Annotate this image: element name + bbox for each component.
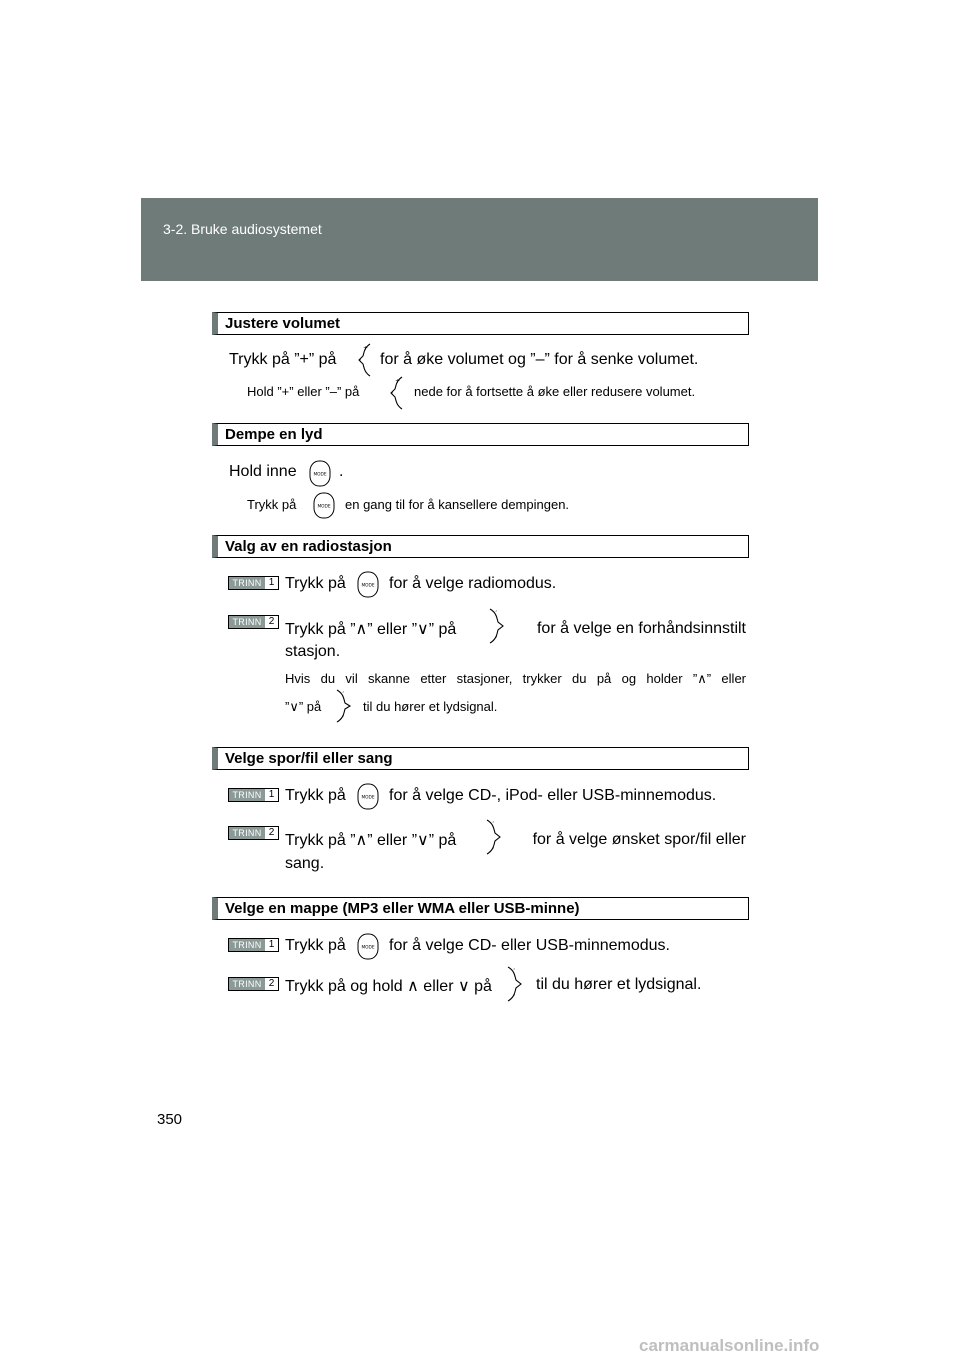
- radio-note-2b: til du hører et lydsignal.: [363, 699, 498, 714]
- radio-step1-b: for å velge radiomodus.: [389, 575, 557, 592]
- step-badge-2: TRINN 2: [228, 826, 279, 840]
- section-title-radio: Valg av en radiostasjon: [212, 535, 749, 558]
- svg-text:MODE: MODE: [361, 583, 375, 589]
- folder-step1-b: for å velge CD- eller USB-minnemodus.: [389, 937, 670, 954]
- section-title-volume: Justere volumet: [212, 312, 749, 335]
- page-number: 350: [157, 1111, 183, 1128]
- mode-button-icon: [357, 933, 379, 960]
- step-badge-1: TRINN 1: [228, 938, 279, 952]
- volume-note-a: Hold ”+” eller ”–” på: [247, 384, 360, 399]
- mute-line-1b: .: [339, 463, 344, 480]
- section-title-folder: Velge en mappe (MP3 eller WMA eller USB-minne): [212, 897, 749, 920]
- mute-line-1a: Hold inne: [229, 463, 297, 480]
- header-band: [141, 198, 818, 281]
- step-badge-1: TRINN 1: [228, 576, 279, 590]
- volume-switch-icon: [357, 343, 373, 377]
- track-step2-b: for å velge ønsket spor/fil eller: [532, 831, 746, 848]
- page-header-title: 3-2. Bruke audiosystemet: [163, 221, 322, 237]
- svg-text:ˆ: ˆ: [492, 822, 495, 828]
- radio-step2-a: Trykk på ”∧” eller ”∨” på: [285, 621, 457, 638]
- section-title-track: Velge spor/fil eller sang: [212, 747, 749, 770]
- track-step1-b: for å velge CD-, iPod- eller USB-minnemodus.: [389, 787, 717, 804]
- radio-note-1: Hvis du vil skanne etter stasjoner, trykker du på og holder ”∧” eller: [285, 671, 746, 686]
- footer-watermark: carmanualsonline.info: [639, 1336, 820, 1355]
- volume-note-b: nede for å fortsette å øke eller redusere volumet.: [414, 384, 696, 399]
- svg-text:ˆ: ˆ: [513, 969, 516, 975]
- svg-text:+: +: [395, 378, 401, 385]
- track-step1-a: Trykk på: [285, 787, 346, 804]
- volume-line-1a: Trykk på ”+” på: [229, 351, 337, 368]
- svg-text:ˇ: ˇ: [342, 716, 345, 722]
- section-title-mute: Dempe en lyd: [212, 423, 749, 446]
- folder-step2-a: Trykk på og hold ∧ eller ∨ på: [285, 978, 492, 995]
- volume-switch-icon: [389, 376, 405, 410]
- radio-step2-c: stasjon.: [285, 643, 341, 660]
- seek-switch-icon: [334, 689, 354, 723]
- svg-text:ˇ: ˇ: [494, 637, 498, 643]
- svg-text:‹: ‹: [359, 357, 362, 364]
- track-step2-c: sang.: [285, 855, 325, 872]
- mode-button-icon: [357, 571, 379, 598]
- svg-text:ˆ: ˆ: [494, 611, 498, 617]
- step-badge-2: TRINN 2: [228, 615, 279, 629]
- svg-text:MODE: MODE: [313, 472, 327, 478]
- svg-text:ˇ: ˇ: [513, 995, 516, 1001]
- svg-text:+: +: [363, 345, 369, 352]
- mode-button-icon: [357, 783, 379, 810]
- radio-note-2a: ”∨” på: [285, 699, 322, 714]
- svg-text:‹: ‹: [391, 390, 394, 397]
- step-badge-1: TRINN 1: [228, 788, 279, 802]
- mute-note-b: en gang til for å kansellere dempingen.: [345, 497, 570, 512]
- svg-text:MODE: MODE: [361, 945, 375, 951]
- radio-step2-b: for å velge en forhåndsinnstilt: [536, 620, 746, 637]
- step-badge-2: TRINN 2: [228, 977, 279, 991]
- folder-step1-a: Trykk på: [285, 937, 346, 954]
- svg-text:ˇ: ˇ: [492, 848, 495, 854]
- svg-text:ˆ: ˆ: [342, 692, 345, 698]
- volume-line-1b: for å øke volumet og ”–” for å senke volumet.: [380, 351, 699, 368]
- seek-switch-icon: [487, 608, 507, 644]
- svg-text:MODE: MODE: [317, 504, 331, 510]
- radio-step1-a: Trykk på: [285, 575, 346, 592]
- seek-switch-icon: [505, 966, 525, 1002]
- mode-button-icon: [309, 460, 331, 487]
- folder-step2-b: til du hører et lydsignal.: [536, 976, 702, 993]
- mode-button-icon: [313, 492, 335, 519]
- track-step2-a: Trykk på ”∧” eller ”∨” på: [285, 832, 457, 849]
- mute-note-a: Trykk på: [247, 497, 297, 512]
- seek-switch-icon: [484, 819, 504, 855]
- svg-text:MODE: MODE: [361, 795, 375, 801]
